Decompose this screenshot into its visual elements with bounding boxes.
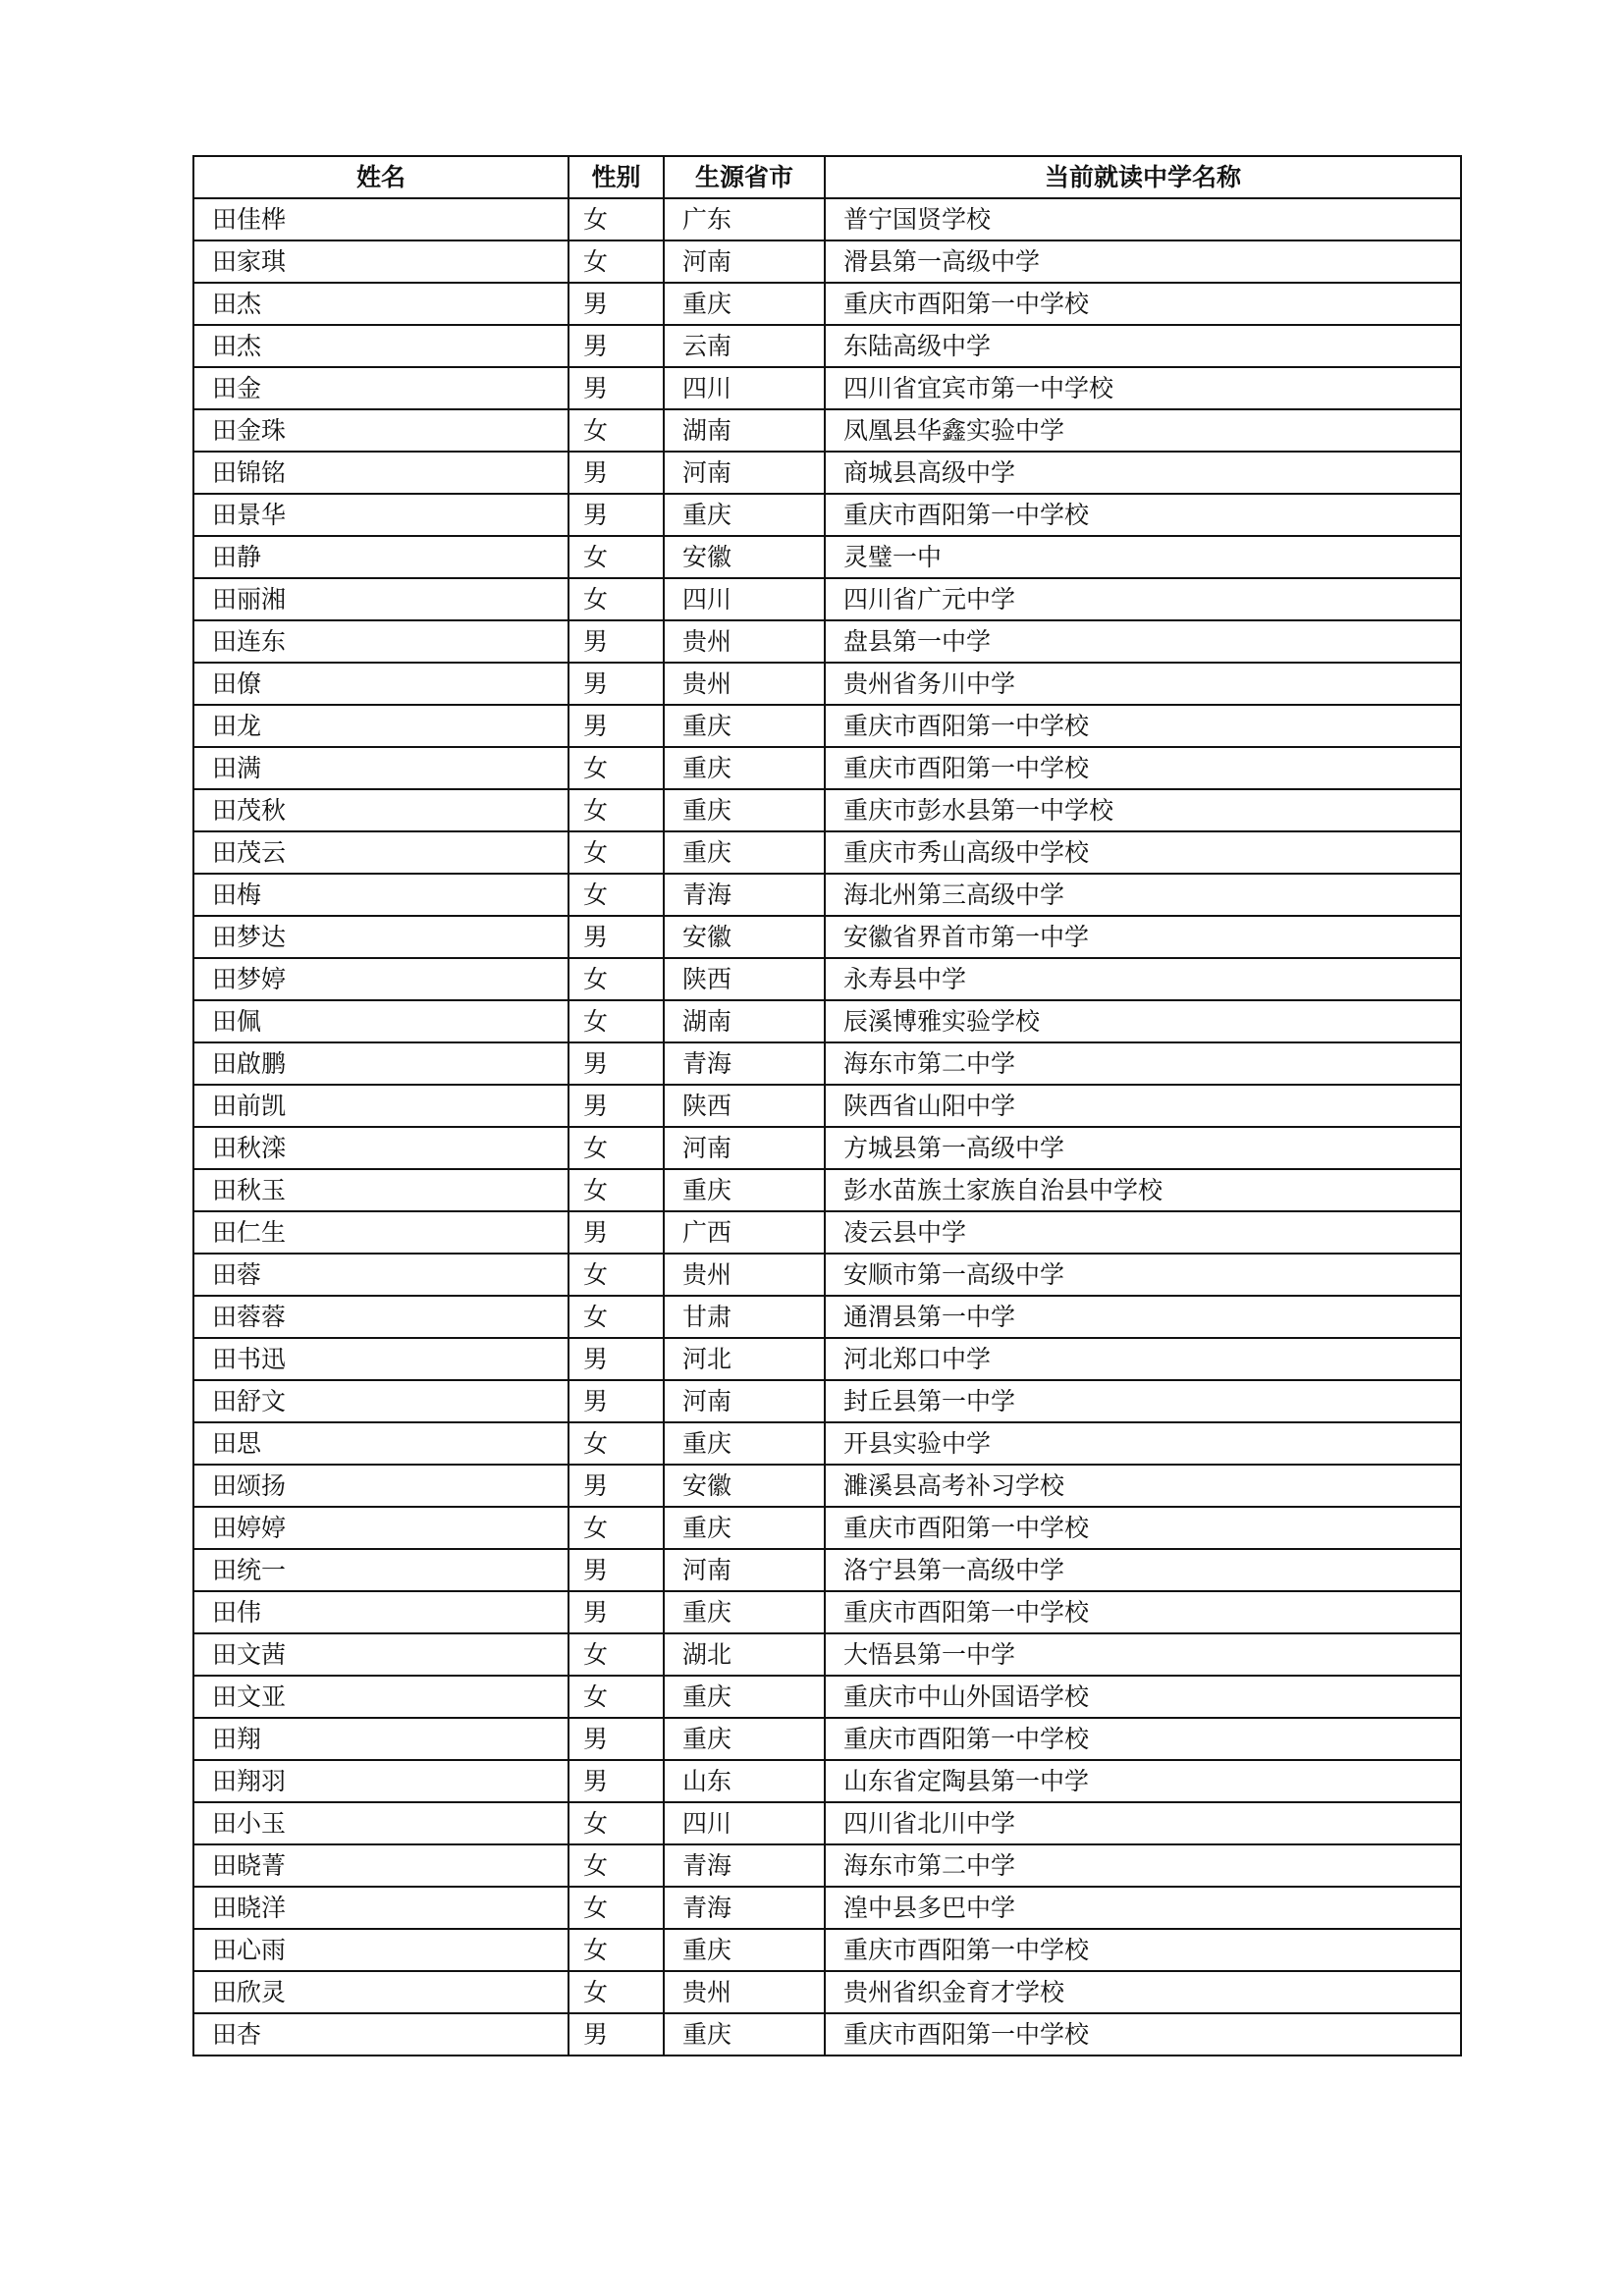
table-row — [193, 1465, 1461, 1507]
cell-gender: 女 — [568, 1676, 664, 1718]
cell-name: 田伟 — [193, 1591, 568, 1633]
cell-name: 田杰 — [193, 325, 568, 367]
table-row — [193, 747, 1461, 789]
cell-gender: 女 — [568, 1422, 664, 1465]
cell-province: 四川 — [664, 1802, 825, 1844]
cell-province: 湖南 — [664, 409, 825, 452]
cell-gender: 女 — [568, 831, 664, 874]
cell-gender: 男 — [568, 916, 664, 958]
cell-province: 青海 — [664, 1844, 825, 1887]
cell-province: 陕西 — [664, 958, 825, 1000]
cell-province: 重庆 — [664, 1507, 825, 1549]
cell-gender: 女 — [568, 1971, 664, 2013]
cell-gender: 男 — [568, 663, 664, 705]
cell-name: 田佩 — [193, 1000, 568, 1042]
cell-province: 青海 — [664, 874, 825, 916]
cell-gender: 男 — [568, 1042, 664, 1085]
cell-province: 甘肃 — [664, 1296, 825, 1338]
table-row — [193, 283, 1461, 325]
cell-gender: 女 — [568, 1507, 664, 1549]
cell-gender: 男 — [568, 1718, 664, 1760]
cell-name: 田金 — [193, 367, 568, 409]
header-school: 当前就读中学名称 — [825, 156, 1461, 198]
table-row — [193, 1085, 1461, 1127]
table-row — [193, 1676, 1461, 1718]
table-row — [193, 367, 1461, 409]
cell-province: 云南 — [664, 325, 825, 367]
cell-province: 河南 — [664, 1380, 825, 1422]
cell-name: 田翔羽 — [193, 1760, 568, 1802]
cell-school: 贵州省织金育才学校 — [825, 1971, 1461, 2013]
header-province: 生源省市 — [664, 156, 825, 198]
table-row — [193, 1549, 1461, 1591]
cell-province: 重庆 — [664, 1169, 825, 1211]
cell-school: 重庆市酉阳第一中学校 — [825, 1507, 1461, 1549]
table-body — [193, 198, 1461, 2056]
cell-gender: 女 — [568, 1844, 664, 1887]
cell-school: 湟中县多巴中学 — [825, 1887, 1461, 1929]
cell-school: 东陆高级中学 — [825, 325, 1461, 367]
cell-province: 河南 — [664, 452, 825, 494]
cell-gender: 男 — [568, 1380, 664, 1422]
cell-province: 重庆 — [664, 494, 825, 536]
cell-school: 四川省北川中学 — [825, 1802, 1461, 1844]
cell-name: 田小玉 — [193, 1802, 568, 1844]
cell-province: 广东 — [664, 198, 825, 240]
cell-school: 重庆市酉阳第一中学校 — [825, 2013, 1461, 2056]
cell-province: 重庆 — [664, 1929, 825, 1971]
cell-gender: 女 — [568, 578, 664, 620]
cell-province: 重庆 — [664, 705, 825, 747]
cell-gender: 女 — [568, 1929, 664, 1971]
table-row — [193, 1507, 1461, 1549]
cell-gender: 男 — [568, 283, 664, 325]
cell-gender: 男 — [568, 1085, 664, 1127]
table-row — [193, 1380, 1461, 1422]
cell-name: 田欣灵 — [193, 1971, 568, 2013]
table-row — [193, 1844, 1461, 1887]
cell-gender: 女 — [568, 409, 664, 452]
cell-school: 洛宁县第一高级中学 — [825, 1549, 1461, 1591]
cell-name: 田连东 — [193, 620, 568, 663]
cell-school: 普宁国贤学校 — [825, 198, 1461, 240]
table-row — [193, 1127, 1461, 1169]
cell-name: 田满 — [193, 747, 568, 789]
cell-name: 田秋玉 — [193, 1169, 568, 1211]
cell-school: 永寿县中学 — [825, 958, 1461, 1000]
cell-name: 田杰 — [193, 283, 568, 325]
cell-name: 田思 — [193, 1422, 568, 1465]
cell-gender: 女 — [568, 1633, 664, 1676]
table-row — [193, 2013, 1461, 2056]
cell-school: 贵州省务川中学 — [825, 663, 1461, 705]
cell-province: 重庆 — [664, 283, 825, 325]
table-row — [193, 494, 1461, 536]
cell-name: 田茂秋 — [193, 789, 568, 831]
cell-gender: 男 — [568, 1465, 664, 1507]
cell-province: 重庆 — [664, 2013, 825, 2056]
cell-province: 河南 — [664, 240, 825, 283]
cell-school: 濉溪县高考补习学校 — [825, 1465, 1461, 1507]
cell-province: 重庆 — [664, 1676, 825, 1718]
table-row — [193, 789, 1461, 831]
cell-gender: 男 — [568, 1591, 664, 1633]
cell-school: 海东市第二中学 — [825, 1844, 1461, 1887]
cell-province: 安徽 — [664, 536, 825, 578]
cell-school: 重庆市中山外国语学校 — [825, 1676, 1461, 1718]
cell-name: 田家琪 — [193, 240, 568, 283]
cell-name: 田舒文 — [193, 1380, 568, 1422]
header-gender: 性别 — [568, 156, 664, 198]
table-row — [193, 536, 1461, 578]
cell-province: 重庆 — [664, 1718, 825, 1760]
cell-school: 彭水苗族土家族自治县中学校 — [825, 1169, 1461, 1211]
cell-school: 重庆市彭水县第一中学校 — [825, 789, 1461, 831]
table-row — [193, 1887, 1461, 1929]
cell-name: 田文亚 — [193, 1676, 568, 1718]
table-row — [193, 1338, 1461, 1380]
cell-province: 安徽 — [664, 916, 825, 958]
cell-province: 广西 — [664, 1211, 825, 1254]
cell-school: 重庆市酉阳第一中学校 — [825, 283, 1461, 325]
table-row — [193, 958, 1461, 1000]
cell-school: 河北郑口中学 — [825, 1338, 1461, 1380]
cell-school: 安顺市第一高级中学 — [825, 1254, 1461, 1296]
cell-school: 重庆市酉阳第一中学校 — [825, 494, 1461, 536]
cell-province: 陕西 — [664, 1085, 825, 1127]
cell-school: 方城县第一高级中学 — [825, 1127, 1461, 1169]
table-row — [193, 1971, 1461, 2013]
cell-school: 陕西省山阳中学 — [825, 1085, 1461, 1127]
cell-province: 湖南 — [664, 1000, 825, 1042]
header-name: 姓名 — [193, 156, 568, 198]
table-row — [193, 831, 1461, 874]
cell-school: 重庆市酉阳第一中学校 — [825, 1929, 1461, 1971]
cell-name: 田晓洋 — [193, 1887, 568, 1929]
cell-gender: 女 — [568, 1169, 664, 1211]
cell-gender: 男 — [568, 1211, 664, 1254]
cell-name: 田秋滦 — [193, 1127, 568, 1169]
cell-name: 田心雨 — [193, 1929, 568, 1971]
cell-school: 重庆市酉阳第一中学校 — [825, 1718, 1461, 1760]
cell-school: 开县实验中学 — [825, 1422, 1461, 1465]
cell-name: 田晓菁 — [193, 1844, 568, 1887]
cell-province: 青海 — [664, 1042, 825, 1085]
cell-name: 田蓉蓉 — [193, 1296, 568, 1338]
cell-name: 田颂扬 — [193, 1465, 568, 1507]
cell-school: 安徽省界首市第一中学 — [825, 916, 1461, 958]
table-row — [193, 1000, 1461, 1042]
cell-name: 田梦达 — [193, 916, 568, 958]
cell-school: 重庆市酉阳第一中学校 — [825, 1591, 1461, 1633]
cell-school: 滑县第一高级中学 — [825, 240, 1461, 283]
table-row — [193, 620, 1461, 663]
table-row — [193, 705, 1461, 747]
table-row — [193, 578, 1461, 620]
cell-name: 田丽湘 — [193, 578, 568, 620]
cell-school: 封丘县第一中学 — [825, 1380, 1461, 1422]
cell-province: 湖北 — [664, 1633, 825, 1676]
cell-gender: 男 — [568, 1338, 664, 1380]
cell-province: 河南 — [664, 1549, 825, 1591]
cell-gender: 女 — [568, 1000, 664, 1042]
cell-gender: 女 — [568, 1802, 664, 1844]
cell-gender: 男 — [568, 452, 664, 494]
cell-school: 山东省定陶县第一中学 — [825, 1760, 1461, 1802]
cell-name: 田前凯 — [193, 1085, 568, 1127]
cell-name: 田梅 — [193, 874, 568, 916]
cell-school: 凌云县中学 — [825, 1211, 1461, 1254]
cell-name: 田蓉 — [193, 1254, 568, 1296]
table-row — [193, 452, 1461, 494]
table-row — [193, 1718, 1461, 1760]
cell-gender: 男 — [568, 2013, 664, 2056]
table-row — [193, 240, 1461, 283]
cell-gender: 女 — [568, 874, 664, 916]
cell-school: 辰溪博雅实验学校 — [825, 1000, 1461, 1042]
cell-gender: 女 — [568, 1887, 664, 1929]
table-row — [193, 1254, 1461, 1296]
cell-name: 田佳桦 — [193, 198, 568, 240]
cell-name: 田啟鹏 — [193, 1042, 568, 1085]
cell-school: 四川省宜宾市第一中学校 — [825, 367, 1461, 409]
cell-name: 田杏 — [193, 2013, 568, 2056]
cell-name: 田金珠 — [193, 409, 568, 452]
table-row — [193, 663, 1461, 705]
cell-school: 大悟县第一中学 — [825, 1633, 1461, 1676]
cell-gender: 男 — [568, 705, 664, 747]
table-row — [193, 916, 1461, 958]
cell-name: 田梦婷 — [193, 958, 568, 1000]
table-row — [193, 1760, 1461, 1802]
cell-province: 河北 — [664, 1338, 825, 1380]
cell-gender: 女 — [568, 198, 664, 240]
cell-gender: 女 — [568, 240, 664, 283]
cell-gender: 男 — [568, 1760, 664, 1802]
cell-province: 重庆 — [664, 1422, 825, 1465]
cell-school: 重庆市秀山高级中学校 — [825, 831, 1461, 874]
cell-school: 商城县高级中学 — [825, 452, 1461, 494]
table-row — [193, 1042, 1461, 1085]
cell-name: 田僚 — [193, 663, 568, 705]
table-row — [193, 1422, 1461, 1465]
cell-school: 四川省广元中学 — [825, 578, 1461, 620]
cell-gender: 女 — [568, 1254, 664, 1296]
cell-province: 贵州 — [664, 663, 825, 705]
cell-province: 四川 — [664, 578, 825, 620]
cell-province: 贵州 — [664, 1971, 825, 2013]
cell-province: 重庆 — [664, 1591, 825, 1633]
cell-school: 盘县第一中学 — [825, 620, 1461, 663]
cell-school: 海北州第三高级中学 — [825, 874, 1461, 916]
cell-province: 河南 — [664, 1127, 825, 1169]
table-row — [193, 1169, 1461, 1211]
cell-province: 重庆 — [664, 831, 825, 874]
cell-name: 田锦铭 — [193, 452, 568, 494]
cell-province: 重庆 — [664, 747, 825, 789]
cell-province: 青海 — [664, 1887, 825, 1929]
cell-gender: 男 — [568, 1549, 664, 1591]
cell-name: 田文茜 — [193, 1633, 568, 1676]
table-row — [193, 1296, 1461, 1338]
cell-gender: 女 — [568, 1296, 664, 1338]
cell-school: 凤凰县华鑫实验中学 — [825, 409, 1461, 452]
cell-gender: 女 — [568, 958, 664, 1000]
cell-school: 重庆市酉阳第一中学校 — [825, 747, 1461, 789]
cell-gender: 男 — [568, 620, 664, 663]
cell-school: 通渭县第一中学 — [825, 1296, 1461, 1338]
table-row — [193, 1633, 1461, 1676]
table-row — [193, 325, 1461, 367]
table-header-row — [193, 156, 1461, 198]
cell-province: 山东 — [664, 1760, 825, 1802]
cell-gender: 女 — [568, 1127, 664, 1169]
cell-gender: 男 — [568, 494, 664, 536]
table-row — [193, 409, 1461, 452]
table-row — [193, 1591, 1461, 1633]
cell-name: 田仁生 — [193, 1211, 568, 1254]
table-row — [193, 198, 1461, 240]
cell-school: 灵璧一中 — [825, 536, 1461, 578]
table-row — [193, 1211, 1461, 1254]
cell-province: 贵州 — [664, 620, 825, 663]
student-table — [192, 155, 1462, 2056]
cell-province: 贵州 — [664, 1254, 825, 1296]
cell-name: 田龙 — [193, 705, 568, 747]
cell-name: 田景华 — [193, 494, 568, 536]
cell-province: 四川 — [664, 367, 825, 409]
table-row — [193, 874, 1461, 916]
cell-gender: 男 — [568, 325, 664, 367]
cell-school: 重庆市酉阳第一中学校 — [825, 705, 1461, 747]
cell-name: 田统一 — [193, 1549, 568, 1591]
cell-name: 田静 — [193, 536, 568, 578]
cell-name: 田婷婷 — [193, 1507, 568, 1549]
cell-province: 重庆 — [664, 789, 825, 831]
cell-gender: 男 — [568, 367, 664, 409]
cell-gender: 女 — [568, 536, 664, 578]
cell-province: 安徽 — [664, 1465, 825, 1507]
cell-name: 田书迅 — [193, 1338, 568, 1380]
cell-school: 海东市第二中学 — [825, 1042, 1461, 1085]
cell-gender: 女 — [568, 747, 664, 789]
table-row — [193, 1929, 1461, 1971]
cell-name: 田翔 — [193, 1718, 568, 1760]
cell-name: 田茂云 — [193, 831, 568, 874]
cell-gender: 女 — [568, 789, 664, 831]
table-row — [193, 1802, 1461, 1844]
